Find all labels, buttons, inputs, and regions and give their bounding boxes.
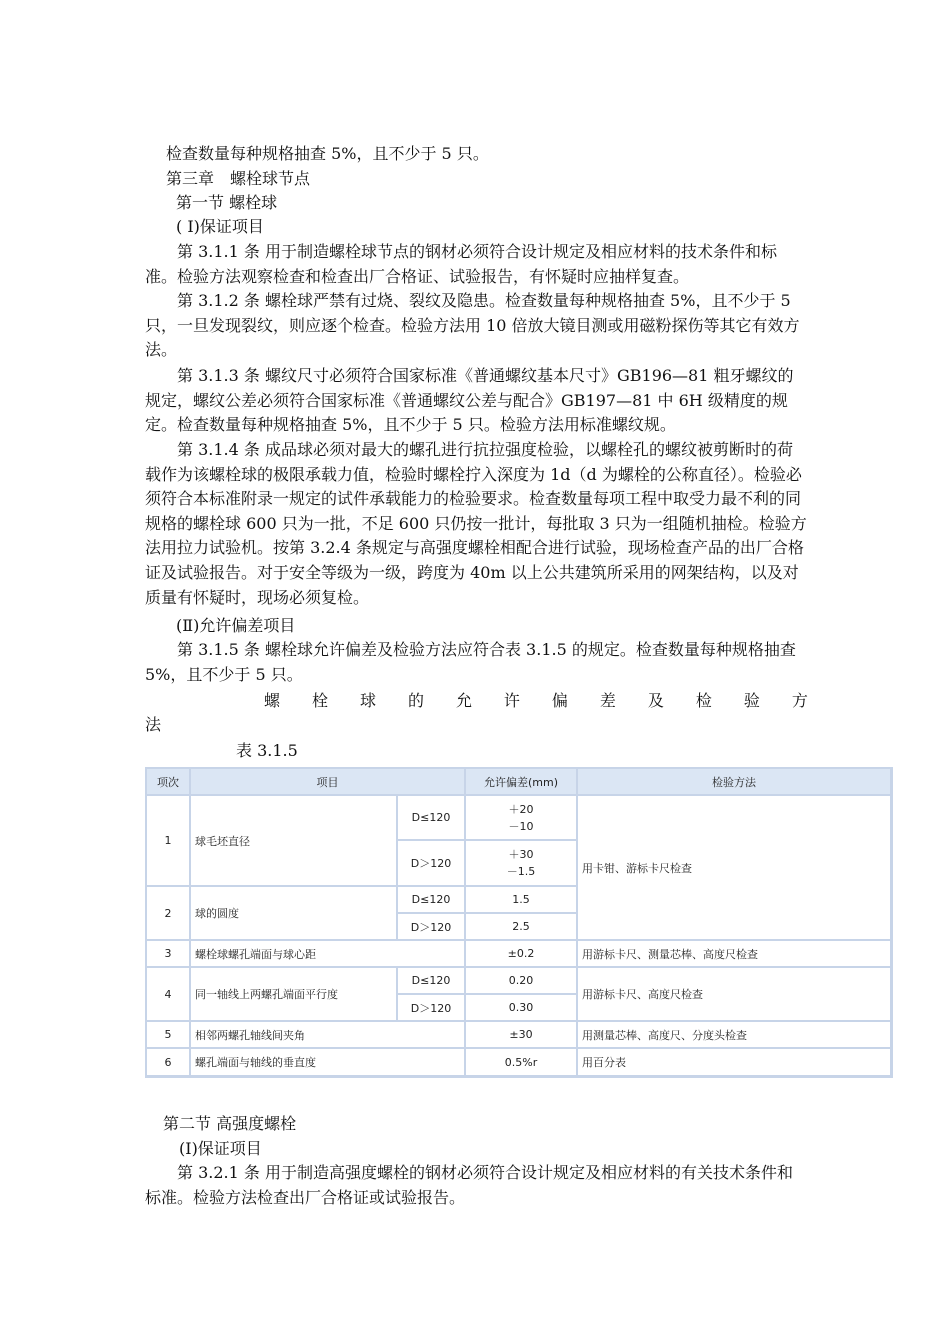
row1-tol2: ＋30 －1.5 (466, 841, 576, 885)
row4-cond1: D≤120 (398, 968, 464, 993)
row1-no: 1 (147, 796, 189, 885)
row6-tol: 0.5%r (466, 1049, 576, 1075)
table-number: 表 3.1.5 (236, 741, 298, 760)
rows12-method: 用卡钳、游标卡尺检查 (578, 796, 890, 939)
section-title: 第一节 螺栓球 (176, 193, 278, 212)
row4-method: 用游标卡尺、高度尺检查 (578, 968, 890, 1020)
text-line: 检查数量每种规格抽查 5%，且不少于 5 只。 (166, 144, 489, 163)
article-3-1-4: 第 3.1.4 条 成品球必须对最大的螺孔进行抗拉强度检验，以螺栓孔的螺纹被剪断时的荷载作为该螺栓球的极限承载力值，检验时螺栓拧入深度为 1d（d 为螺栓的公称直径）。检验必须符合本标准附录一规定的试件承载能力的检验要求。检查数量每项工程中取受力最不利的同规格的螺栓球 600 只为一批，不足 600 只仍按一批计，每批取 3 只为一组随机抽检。检验方法用拉力试验机。按第 3.2.4 条规定与高强度螺栓相配合进行试验，现场检查产品的出厂合格证及试验报告。对于安全等级为一级，跨度为 40m 以上公共建筑所采用的网架结构，以及对质量有怀疑时，现场必须复检。 (145, 440, 807, 607)
row1-item: 球毛坯直径 (191, 796, 396, 885)
row4-tol1: 0.20 (466, 968, 576, 993)
row2-item: 球的圆度 (191, 887, 396, 939)
subsection-title: (Ⅰ)保证项目 (179, 1139, 262, 1158)
row4-cond2: D＞120 (398, 995, 464, 1020)
row1-cond2: D＞120 (398, 841, 464, 885)
chapter-title: 第三章 螺栓球节点 (166, 169, 311, 188)
table-caption: 螺 栓 球 的 允 许 偏 差 及 检 验 方 (264, 691, 808, 710)
subsection-title: (Ⅱ)允许偏差项目 (176, 616, 296, 635)
header-method: 检验方法 (578, 769, 890, 794)
caption-tail: 法 (145, 715, 162, 734)
row5-method: 用测量芯棒、高度尺、分度头检查 (578, 1022, 890, 1047)
article-3-1-2: 第 3.1.2 条 螺栓球严禁有过烧、裂纹及隐患。检查数量每种规格抽查 5%，且不少于 5 只，一旦发现裂纹，则应逐个检查。检验方法用 10 倍放大镜目测或用磁粉探伤等其它有效方法。 (145, 291, 800, 360)
row3-method: 用游标卡尺、测量芯棒、高度尺检查 (578, 941, 890, 966)
row2-tol1: 1.5 (466, 887, 576, 912)
row1-cond1: D≤120 (398, 796, 464, 839)
header-no: 项次 (147, 769, 189, 794)
row5-no: 5 (147, 1022, 189, 1047)
row2-no: 2 (147, 887, 189, 939)
row3-item: 螺栓球螺孔端面与球心距 (191, 941, 464, 966)
row2-tol2: 2.5 (466, 914, 576, 939)
header-item: 项目 (191, 769, 464, 794)
row6-item: 螺孔端面与轴线的垂直度 (191, 1049, 464, 1075)
row2-cond2: D＞120 (398, 914, 464, 939)
row5-item: 相邻两螺孔轴线间夹角 (191, 1022, 464, 1047)
row3-tol: ±0.2 (466, 941, 576, 966)
header-tolerance: 允许偏差(mm) (466, 769, 576, 794)
row4-no: 4 (147, 968, 189, 1020)
subsection-title: ( Ⅰ)保证项目 (176, 217, 264, 236)
row6-method: 用百分表 (578, 1049, 890, 1075)
article-3-1-1: 第 3.1.1 条 用于制造螺栓球节点的钢材必须符合设计规定及相应材料的技术条件和标准。检验方法观察检查和检查出厂合格证、试验报告，有怀疑时应抽样复查。 (145, 242, 777, 286)
row4-tol2: 0.30 (466, 995, 576, 1020)
row1-tol1: ＋20 －10 (466, 796, 576, 839)
row4-item: 同一轴线上两螺孔端面平行度 (191, 968, 396, 1020)
article-3-2-1: 第 3.2.1 条 用于制造高强度螺栓的钢材必须符合设计规定及相应材料的有关技术条件和标准。检验方法检查出厂合格证或试验报告。 (145, 1163, 793, 1207)
row2-cond1: D≤120 (398, 887, 464, 912)
row3-no: 3 (147, 941, 189, 966)
article-3-1-3: 第 3.1.3 条 螺纹尺寸必须符合国家标准《普通螺纹基本尺寸》GB196—81 粗牙螺纹的规定，螺纹公差必须符合国家标准《普通螺纹公差与配合》GB197—81 中 6H 级精度的规定。检查数量每种规格抽查 5%，且不少于 5 只。检验方法用标准螺纹规。 (145, 366, 794, 435)
row5-tol: ±30 (466, 1022, 576, 1047)
tolerance-table (145, 767, 893, 1078)
section-title: 第二节 高强度螺栓 (163, 1114, 297, 1133)
article-3-1-5: 第 3.1.5 条 螺栓球允许偏差及检验方法应符合表 3.1.5 的规定。检查数量每种规格抽查 5%，且不少于 5 只。 (145, 640, 796, 684)
row6-no: 6 (147, 1049, 189, 1075)
